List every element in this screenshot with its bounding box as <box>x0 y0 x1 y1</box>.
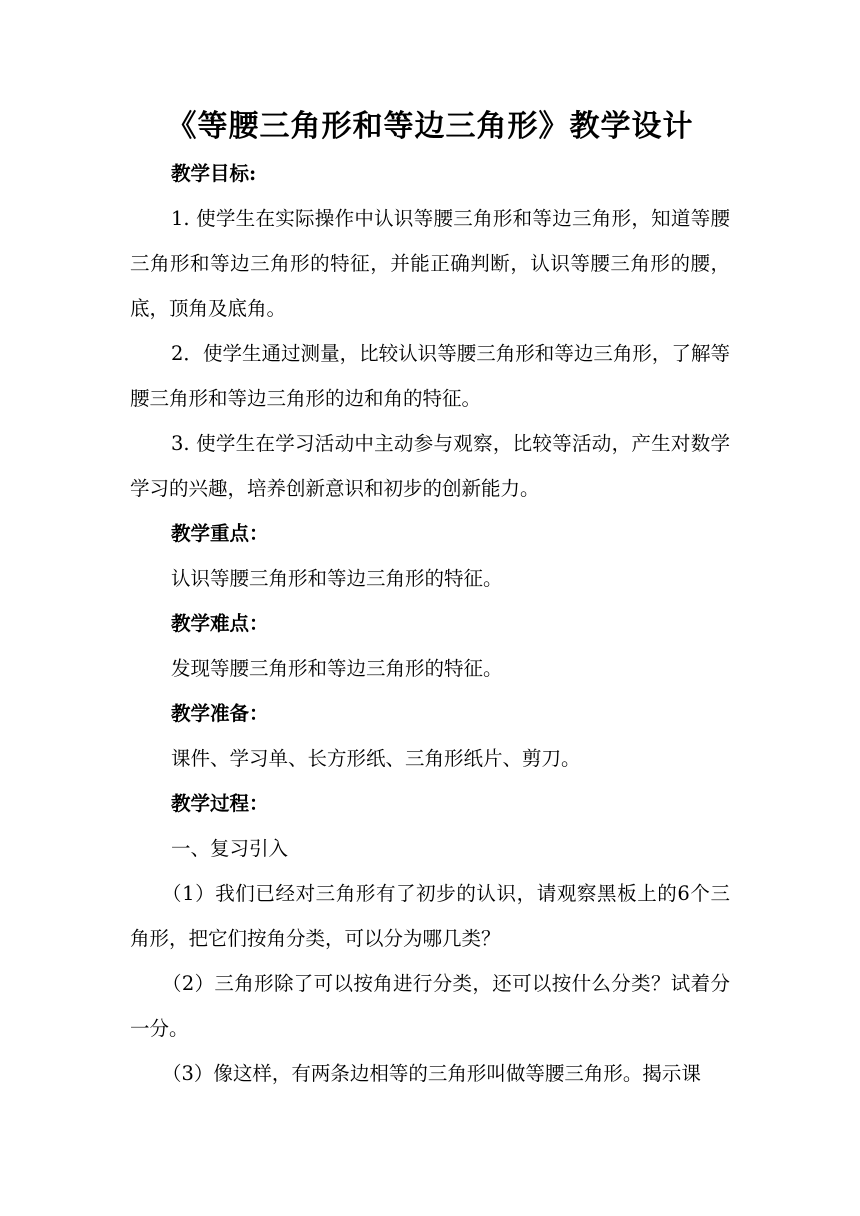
key-points-text: 认识等腰三角形和等边三角形的特征。 <box>171 567 503 590</box>
process-step-2: （2）三角形除了可以按角进行分类，还可以按什么分类？试着分一分。 <box>130 972 730 1040</box>
preparation-heading: 教学准备： <box>171 702 269 725</box>
process-step-3: （3）像这样，有两条边相等的三角形叫做等腰三角形。揭示课 <box>162 1062 701 1085</box>
goal-2: 2．使学生通过测量，比较认识等腰三角形和等边三角形，了解等腰三角形和等边三角形的边和角的特征。 <box>130 342 730 410</box>
difficulty-text: 发现等腰三角形和等边三角形的特征。 <box>171 657 503 680</box>
goal-3: 3. 使学生在学习活动中主动参与观察，比较等活动，产生对数学学习的兴趣，培养创新意识和初步的创新能力。 <box>130 432 730 500</box>
process-step-1: （1）我们已经对三角形有了初步的认识，请观察黑板上的6个三角形，把它们按角分类，可以分为哪几类？ <box>130 882 730 950</box>
document-body <box>130 151 730 1096</box>
document-title: 《等腰三角形和等边三角形》教学设计 <box>166 109 694 144</box>
preparation-text: 课件、学习单、长方形纸、三角形纸片、剪刀。 <box>171 747 581 770</box>
process-heading: 教学过程： <box>171 792 269 815</box>
section-review-intro: 一、复习引入 <box>171 837 289 860</box>
goal-1: 1. 使学生在实际操作中认识等腰三角形和等边三角形，知道等腰三角形和等边三角形的特征，并能正确判断，认识等腰三角形的腰，底，顶角及底角。 <box>130 207 730 320</box>
difficulty-heading: 教学难点： <box>171 612 269 635</box>
key-points-heading: 教学重点： <box>171 522 269 545</box>
goals-heading: 教学目标: <box>171 162 257 185</box>
